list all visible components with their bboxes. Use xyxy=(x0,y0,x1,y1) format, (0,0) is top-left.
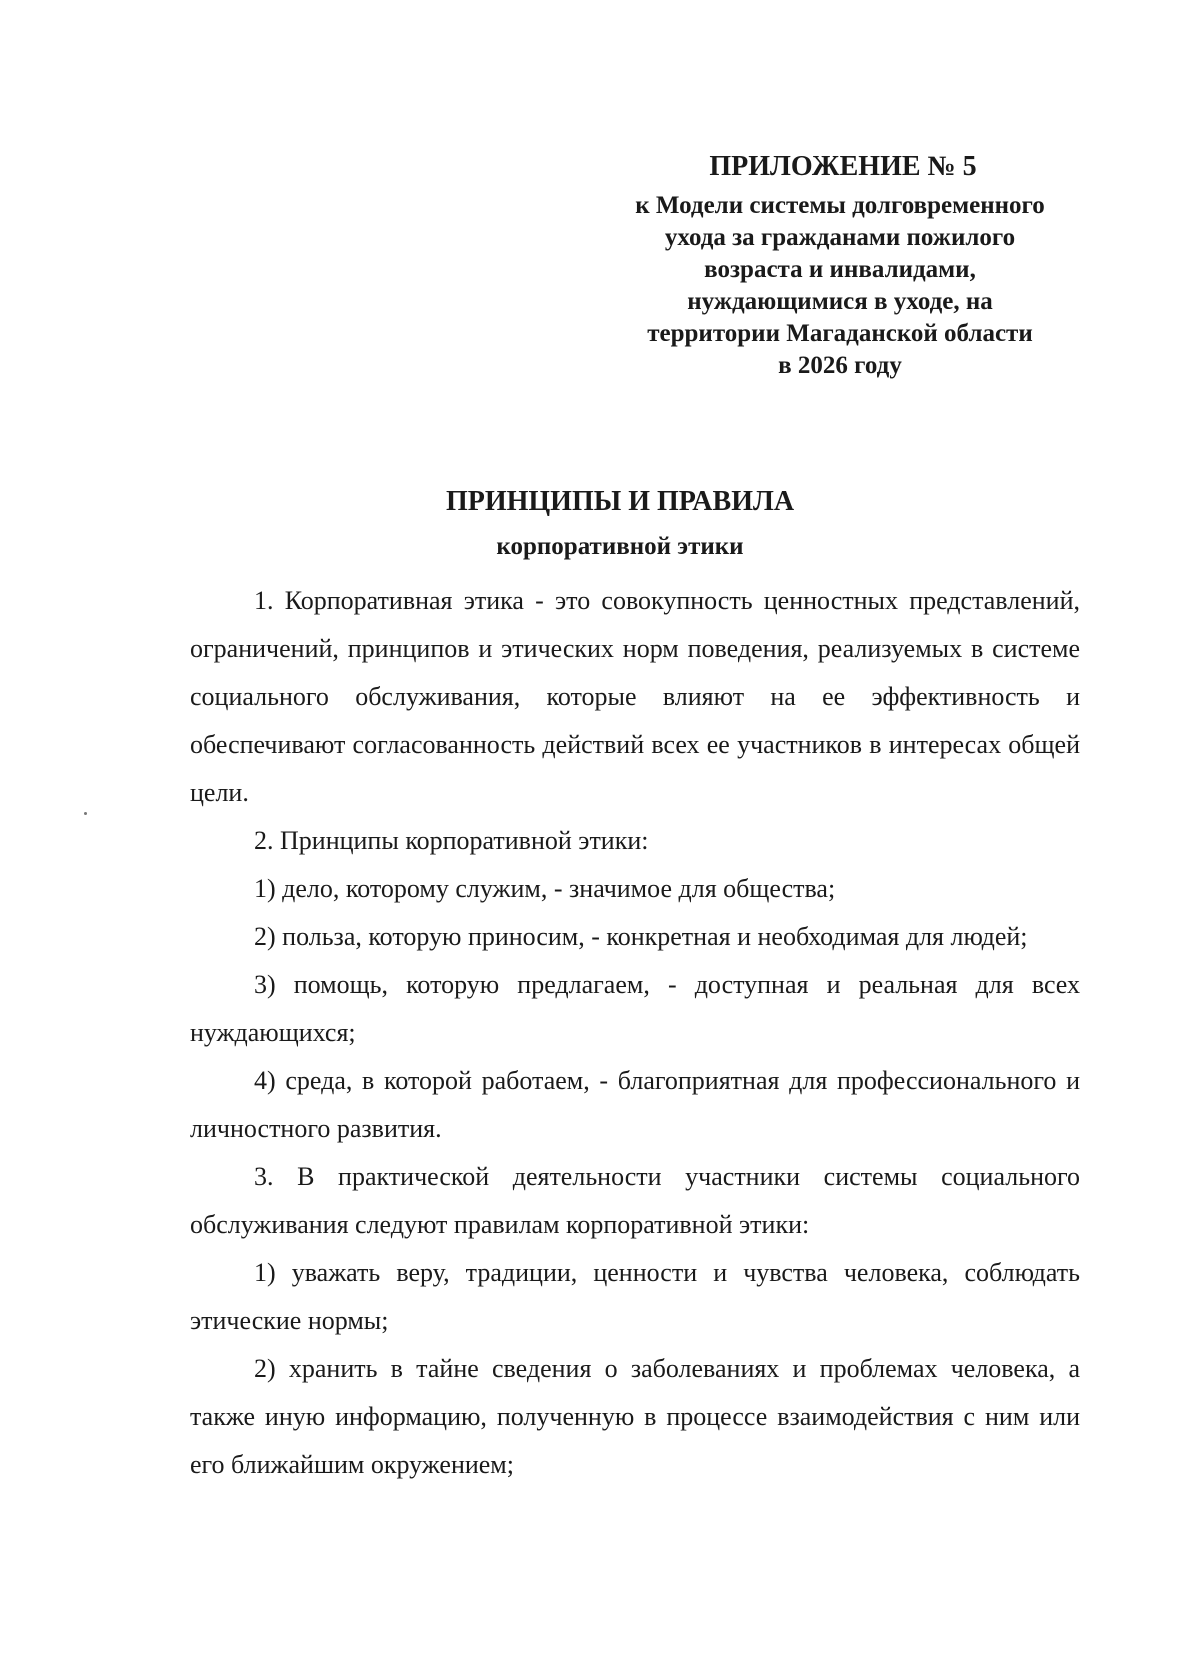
principle-item: 2) польза, которую приносим, - конкретная и необходимая для людей; xyxy=(254,922,1028,951)
principle-item: 1) дело, которому служим, - значимое для общества; xyxy=(254,874,836,903)
scan-speck xyxy=(84,812,87,815)
document-body xyxy=(190,577,1080,1489)
document-subtitle: корпоративной этики xyxy=(496,533,744,560)
rule-item: 1) уважать веру, традиции, ценности и чувства человека, соблюдать этические нормы; xyxy=(190,1258,1080,1335)
appendix-line: ухода за гражданами пожилого xyxy=(664,224,1016,251)
rule-item: 2) хранить в тайне сведения о заболеваниях и проблемах человека, а также иную информацию, полученную в процессе взаимодействия с ним или его ближайшим окружением; xyxy=(190,1354,1080,1479)
appendix-line: территории Магаданской области xyxy=(647,320,1033,347)
appendix-line: к Модели системы долговременного xyxy=(635,192,1045,219)
appendix-block xyxy=(610,150,1070,382)
appendix-line: нуждающимися в уходе, на xyxy=(687,288,993,315)
principle-item: 4) среда, в которой работаем, - благоприятная для профессионального и личностного развития. xyxy=(190,1066,1080,1143)
principle-item: 3) помощь, которую предлагаем, - доступная и реальная для всех нуждающихся; xyxy=(190,970,1080,1047)
paragraph-principles-heading: 2. Принципы корпоративной этики: xyxy=(254,826,649,855)
paragraph-rules-heading: 3. В практической деятельности участники системы социального обслуживания следуют правилам корпоративной этики: xyxy=(190,1162,1080,1239)
paragraph-definition: 1. Корпоративная этика - это совокупность ценностных представлений, ограничений, принципов и этических норм поведения, реализуемых в системе социального обслуживания, которые влияют на ее эффективность и обеспечивают согласованность действий всех ее участников в интересах общей цели. xyxy=(190,586,1080,807)
document-title: ПРИНЦИПЫ И ПРАВИЛА xyxy=(445,486,795,517)
appendix-line: в 2026 году xyxy=(778,352,902,379)
appendix-title: ПРИЛОЖЕНИЕ № 5 xyxy=(709,151,977,182)
appendix-line: возраста и инвалидами, xyxy=(704,256,976,283)
